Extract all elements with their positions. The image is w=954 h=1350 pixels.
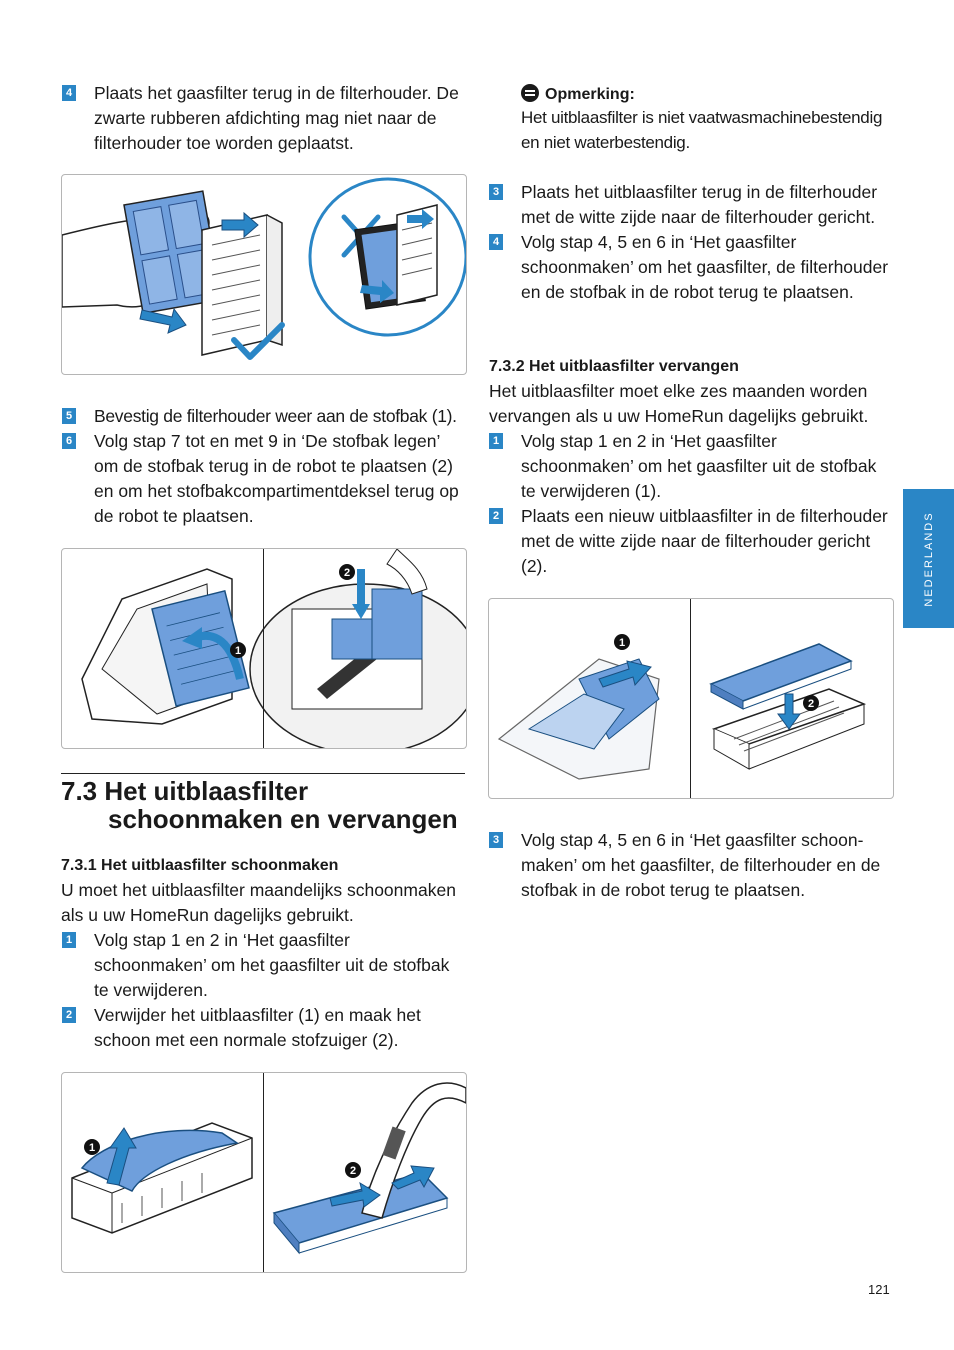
- subsection-title-7-3-1: 7.3.1 Het uitblaasfilter schoonmaken: [61, 857, 339, 874]
- page-number: 121: [868, 1282, 890, 1297]
- subsection-intro-7-3-1: U moet het uitblaasfilter maandelijks schoonmaken als u uw HomeRun dagelijks gebruikt.: [61, 880, 456, 925]
- figure-exhaust-filter-clean: [61, 1072, 467, 1273]
- step-number-badge: 4: [62, 85, 76, 101]
- figure-filter-insert: [61, 174, 467, 375]
- figure-marker-1: 1: [234, 645, 242, 657]
- note-text: Het uitblaasfilter is niet vaatwasmachinebestendig en niet waterbestendig.: [521, 108, 883, 152]
- step-number-badge: 1: [489, 433, 503, 449]
- step-number-badge: 2: [489, 508, 503, 524]
- step-number-badge: 6: [62, 433, 76, 449]
- subsection-title-7-3-2: 7.3.2 Het uitblaasfilter vervangen: [489, 358, 739, 375]
- step-1-7-3-2: [489, 429, 893, 504]
- step-4-right: [489, 230, 893, 305]
- step-3-right: [489, 180, 893, 230]
- figure-exhaust-filter-replace: [488, 598, 894, 799]
- note-icon: [521, 84, 539, 102]
- step-number-badge: 3: [489, 832, 503, 848]
- language-tab: [903, 489, 954, 628]
- subsection-intro-7-3-2: Het uitblaasfilter moet elke zes maanden worden vervangen als u uw HomeRun dagelijks gebruikt.: [489, 381, 869, 426]
- step-number-badge: 5: [62, 408, 76, 424]
- step-1-7-3-1: [62, 928, 466, 1003]
- section-title-line2: schoonmaken en vervangen: [108, 804, 458, 834]
- figure-divider: [690, 599, 691, 798]
- step-text: Volg stap 1 en 2 in ‘Het gaasfilter schoonmaken’ om het gaasfilter uit de stofbak te verwijderen (1).: [521, 431, 877, 501]
- figure-divider: [263, 1073, 264, 1272]
- figure-marker-1: 1: [88, 1142, 96, 1154]
- step-text: Volg stap 4, 5 en 6 in ‘Het gaasfilter schoonmaken’ om het gaasfilter, de filterhouder en de stofbak in de robot terug te plaatsen.: [521, 232, 889, 302]
- step-text: Plaats een nieuw uitblaasfilter in de filterhouder met de witte zijde naar de filterhouder gericht (2).: [521, 506, 888, 576]
- step-text: Volg stap 4, 5 en 6 in ‘Het gaasfilter schoon-maken’ om het gaasfilter, de filterhouder en de stofbak in de robot terug te plaatsen.: [521, 830, 881, 900]
- step-text: Verwijder het uitblaasfilter (1) en maak het schoon met een normale stofzuiger (2).: [94, 1005, 421, 1050]
- step-text: Plaats het gaasfilter terug in de filterhouder. De zwarte rubberen afdichting mag niet naar de filterhouder toe worden geplaatst.: [94, 83, 459, 153]
- section-rule: [61, 773, 465, 774]
- step-2-7-3-2: [489, 504, 893, 579]
- language-tab-label: NEDERLANDS: [922, 510, 935, 607]
- note-title: Opmerking:: [545, 86, 635, 103]
- figure-marker-2: 2: [349, 1165, 357, 1177]
- step-4-left: [62, 81, 466, 156]
- note-heading: [521, 84, 893, 105]
- step-number-badge: 2: [62, 1007, 76, 1023]
- step-number-badge: 1: [62, 932, 76, 948]
- section-title-line1: 7.3 Het uitblaasfilter: [61, 776, 309, 806]
- figure-dustbin-reattach: [61, 548, 467, 749]
- figure-marker-1: 1: [618, 637, 626, 649]
- figure-marker-2: 2: [343, 567, 351, 579]
- step-text: Bevestig de filterhouder weer aan de stofbak (1).: [94, 406, 457, 426]
- step-5-left: [62, 404, 466, 429]
- step-number-badge: 3: [489, 184, 503, 200]
- figure-divider: [263, 549, 264, 748]
- step-2-7-3-1: [62, 1003, 466, 1053]
- step-6-left: [62, 429, 466, 529]
- step-text: Volg stap 7 tot en met 9 in ‘De stofbak legen’ om de stofbak terug in de robot te plaatsen (2) en om het stofbakcompartimentdeksel terug op de robot te plaatsen.: [94, 431, 459, 526]
- step-text: Plaats het uitblaasfilter terug in de filterhouder met de witte zijde naar de filterhouder gericht.: [521, 182, 878, 227]
- figure-marker-2: 2: [807, 698, 815, 710]
- section-title: [61, 777, 481, 833]
- step-3-7-3-2: [489, 828, 893, 903]
- step-number-badge: 4: [489, 234, 503, 250]
- step-text: Volg stap 1 en 2 in ‘Het gaasfilter schoonmaken’ om het gaasfilter uit de stofbak te verwijderen.: [94, 930, 450, 1000]
